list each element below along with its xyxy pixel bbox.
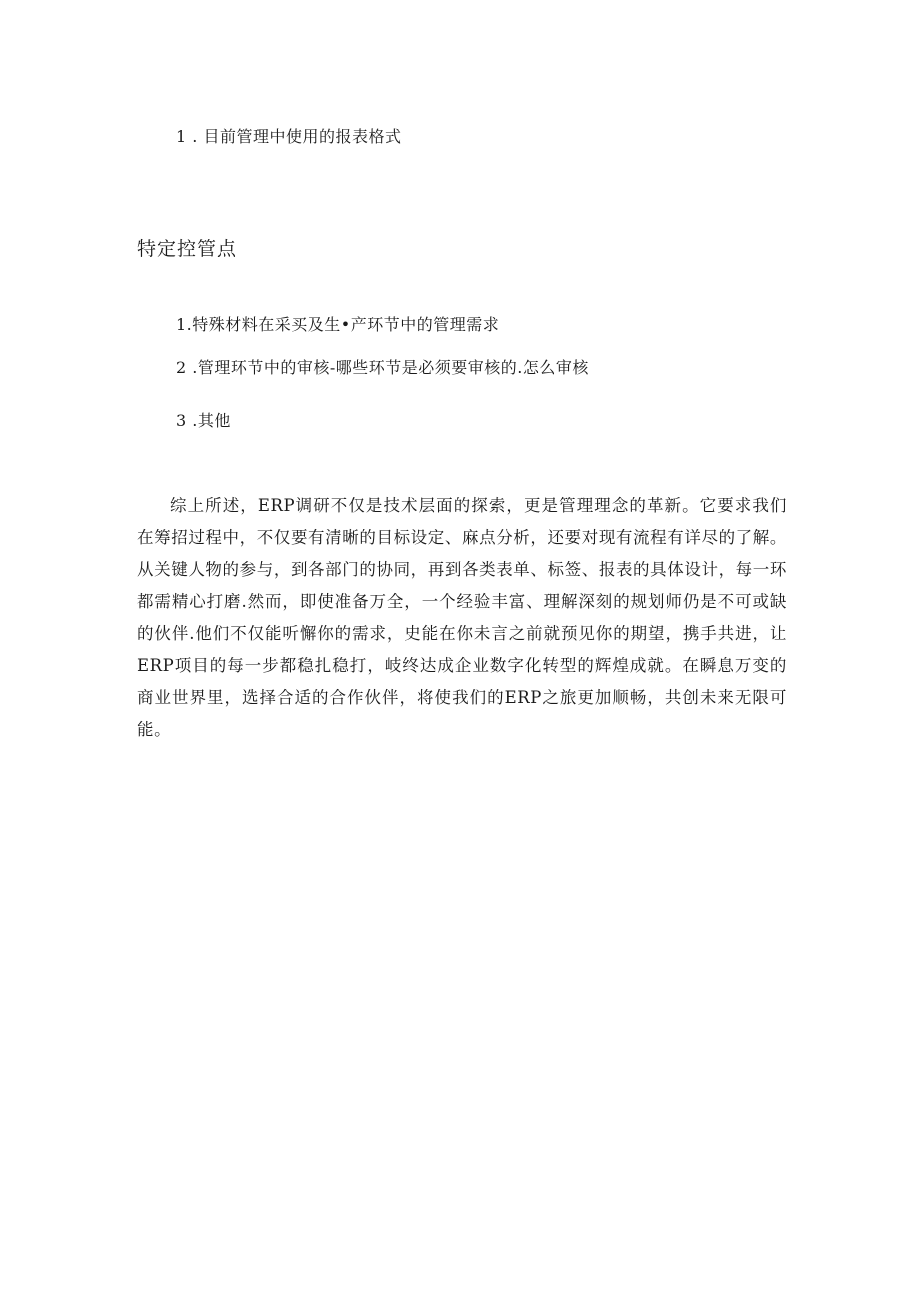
conclusion-paragraph: 综上所述，ERP调研不仅是技术层面的探索，更是管理理念的革新。它要求我们在筹招过程中，不仅要有清晰的目标设定、麻点分析，还要对现有流程有详尽的了解。从关键人物的参与，到各部门的协同，再到各类表单、标签、报表的具体设计，每一环都需精心打磨.然而，即使准备万全，一个经验丰富、理解深刻的规划师仍是不可或缺的伙伴.他们不仅能听懈你的需求，史能在你未言之前就预见你的期望，携手共进，让ERP项目的每一步都稳扎稳打，岐终达成企业数字化转型的辉煌成就。在瞬息万变的商业世界里，选择合适的合作伙伴，将使我们的ERP之旅更加顺畅，共创未来无限可能。: [137, 496, 787, 739]
list-item: 2 .管理环节中的审核-哪些环节是必须要审核的.怎么审核: [176, 358, 589, 377]
section-heading: 特定控管点: [137, 238, 238, 260]
report-format-item: 1 . 目前管理中使用的报表格式: [176, 127, 402, 146]
list-item: 3 .其他: [176, 411, 231, 430]
list-item: 1.特殊材料在采买及生•产环节中的管理需求: [176, 315, 500, 334]
